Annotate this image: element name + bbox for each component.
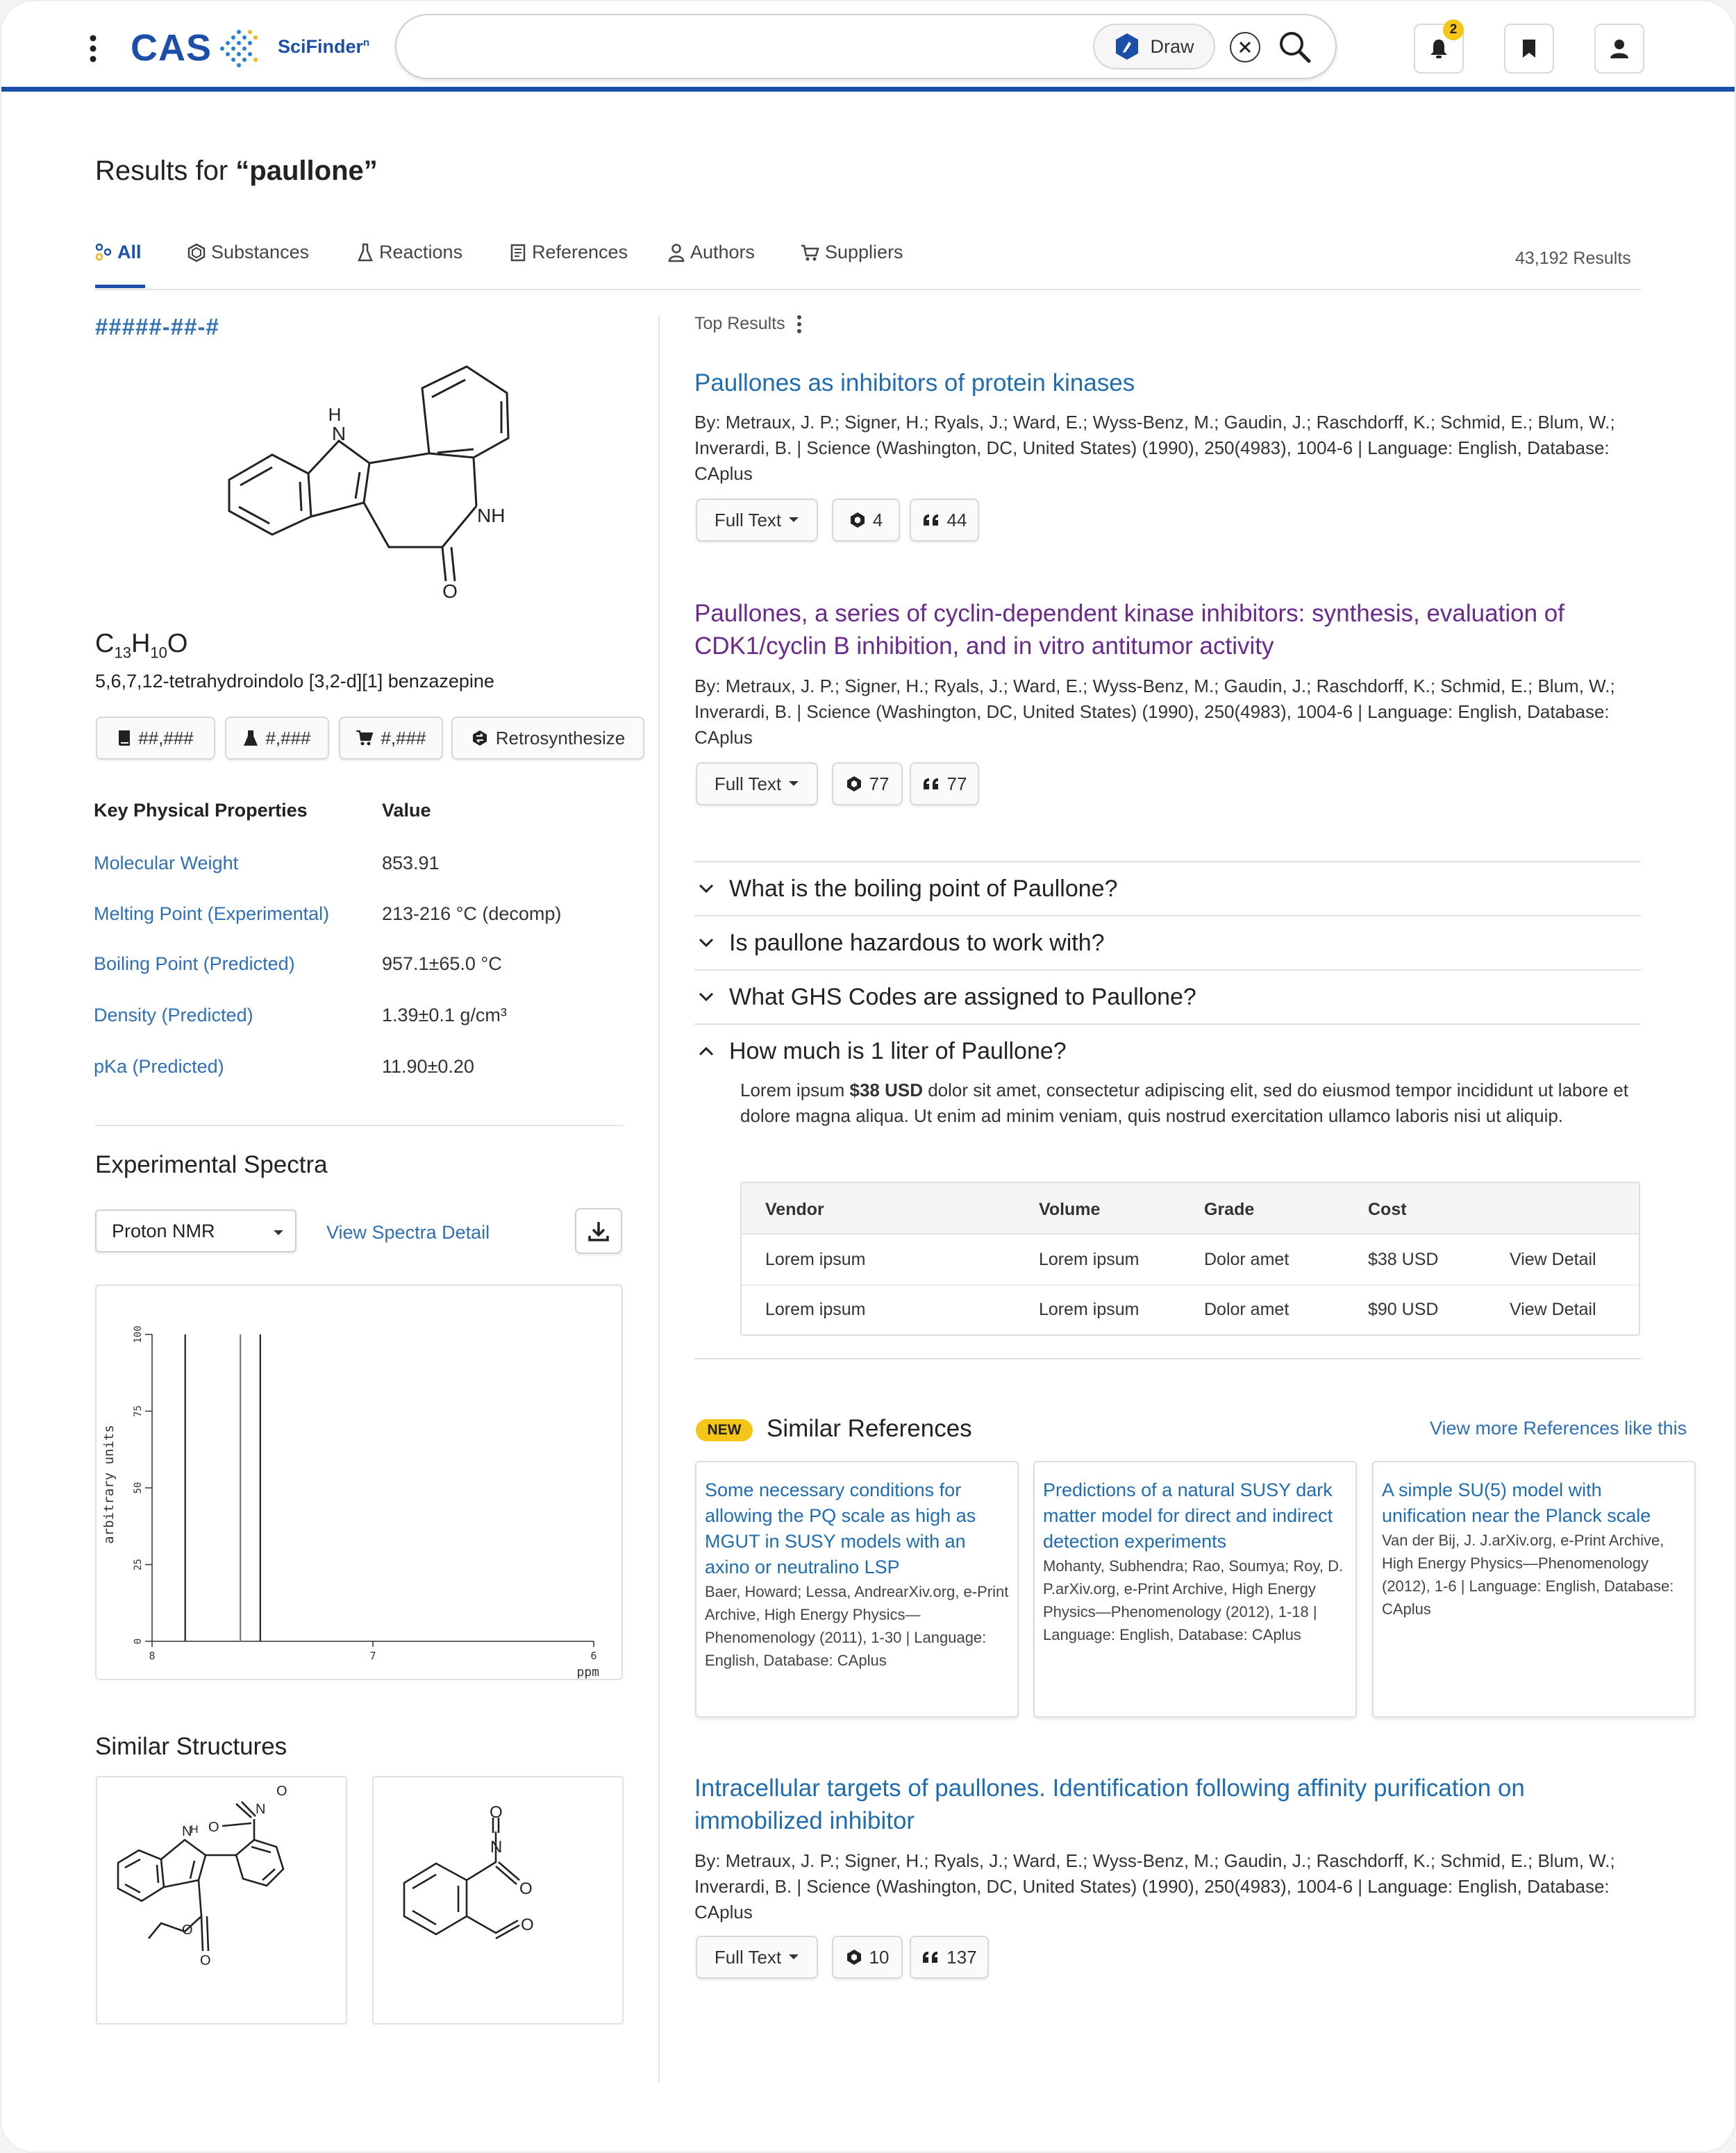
chevron-down-icon: [699, 992, 714, 1002]
x-tick-label: 6: [590, 1650, 597, 1662]
column-header-volume: Volume: [1039, 1200, 1101, 1219]
column-header-vendor: Vendor: [765, 1200, 824, 1219]
atom-label-o: O: [276, 1784, 287, 1799]
product-name: SciFinder$^n$: [278, 36, 370, 57]
reactions-count-button[interactable]: #,###: [225, 717, 329, 760]
table-cell: $38 USD: [1368, 1250, 1439, 1269]
cart-icon: [800, 243, 819, 262]
result-byline: By: Metraux, J. P.; Signer, H.; Ryals, J.; Ward, E.; Wyss-Benz, M.; Gaudin, J.; Raschdorff, K.; Schmid, E.; Blum, W.; Inverardi, B. | Science (Washington, DC, United States) (1990), 250(4983), 1004-6 | Language: English, Database: CAplus: [694, 676, 1615, 748]
view-detail-link[interactable]: View Detail: [1510, 1250, 1596, 1269]
table-cell: Lorem ipsum: [1039, 1300, 1140, 1319]
row-divider: [742, 1284, 1639, 1286]
properties-header-label: Key Physical Properties: [94, 800, 308, 821]
atom-label-n: N: [182, 1824, 192, 1839]
section-divider: [95, 1125, 623, 1126]
atom-label-o: O: [442, 580, 458, 602]
close-icon: [1239, 41, 1251, 53]
kebab-menu-icon[interactable]: [89, 35, 97, 66]
chevron-down-icon: [699, 884, 714, 894]
draw-hexagon-icon: [1114, 32, 1140, 61]
top-app-bar: [1, 1, 1736, 92]
similar-structure-1: [97, 1777, 346, 2023]
substances-count-button[interactable]: 4: [832, 499, 900, 542]
atom-label-h: H: [328, 404, 342, 425]
reference-card-details: Mohanty, Subhendra; Rao, Soumya; Roy, D. P.arXiv.org, e-Print Archive, High Energy Physics—Phenomenology (2012), 1-18 | Language: English, Database: CAplus: [1043, 1557, 1344, 1643]
references-count-button[interactable]: ##,###: [96, 717, 215, 760]
reference-card[interactable]: [695, 1461, 1019, 1718]
faq-item[interactable]: Is paullone hazardous to work with?: [694, 915, 1641, 969]
property-molecular-weight[interactable]: Molecular Weight: [94, 853, 239, 873]
reference-card[interactable]: [1372, 1461, 1696, 1718]
more-options-icon[interactable]: [796, 315, 802, 334]
spectrum-chart-panel: [95, 1284, 623, 1680]
search-input[interactable]: [417, 29, 1105, 64]
x-axis-label: ppm: [576, 1665, 599, 1679]
citations-count-button[interactable]: 77: [910, 762, 979, 805]
draw-label: Draw: [1150, 35, 1194, 57]
bookmarks-button[interactable]: [1504, 24, 1554, 74]
chevron-down-icon: [273, 1230, 284, 1237]
reference-card-details: Van der Bij, J. J.arXiv.org, e-Print Archive, High Energy Physics—Phenomenology (2012), 1-6 | Language: English, Database: CAplus: [1382, 1532, 1674, 1618]
flask-filled-icon: [243, 729, 258, 747]
chevron-down-icon: [699, 938, 714, 948]
property-melting-point[interactable]: Melting Point (Experimental): [94, 903, 330, 924]
tab-all[interactable]: All: [95, 242, 142, 263]
table-cell: Dolor amet: [1204, 1300, 1290, 1319]
cas-logo[interactable]: CAS: [131, 27, 212, 69]
full-text-button[interactable]: Full Text: [696, 499, 818, 542]
person-icon: [668, 243, 685, 262]
column-header-cost: Cost: [1368, 1200, 1407, 1219]
molecular-formula: $C_{13}H_{10}O$: [95, 629, 188, 662]
result-byline: By: Metraux, J. P.; Signer, H.; Ryals, J.; Ward, E.; Wyss-Benz, M.; Gaudin, J.; Raschdorff, K.; Schmid, E.; Blum, W.; Inverardi, B. | Science (Washington, DC, United States) (1990), 250(4983), 1004-6 | Language: English, Database: CAplus: [694, 1850, 1615, 1922]
reference-card-title[interactable]: Some necessary conditions for allowing the PQ scale as high as MGUT in SUSY models with an axino or neutralino LSP: [705, 1480, 976, 1577]
vendor-link[interactable]: Lorem ipsum: [765, 1250, 866, 1269]
substance-icon: [846, 1948, 862, 1966]
quote-icon: [921, 1950, 940, 1964]
new-badge: NEW: [696, 1419, 753, 1441]
retrosynthesis-icon: [471, 729, 489, 747]
search-button[interactable]: [1277, 29, 1313, 69]
full-text-button[interactable]: Full Text: [696, 1936, 818, 1979]
property-pka[interactable]: pKa (Predicted): [94, 1056, 224, 1077]
y-tick-label: 25: [133, 1559, 144, 1570]
table-cell: $90 USD: [1368, 1300, 1439, 1319]
y-tick-label: 100: [133, 1325, 144, 1343]
result-count: 43,192 Results: [1515, 249, 1631, 268]
property-value: 853.91: [382, 853, 440, 873]
document-icon: [510, 243, 526, 262]
result-title[interactable]: Intracellular targets of paullones. Identification following affinity purification on immobilized inhibitor: [694, 1775, 1525, 1834]
view-more-references-link[interactable]: View more References like this: [1430, 1418, 1687, 1439]
tab-suppliers[interactable]: Suppliers: [800, 242, 903, 263]
caret-down-icon: [788, 1954, 799, 1961]
cas-registry-number[interactable]: #####-##-#: [95, 314, 219, 340]
table-cell: Dolor amet: [1204, 1250, 1290, 1269]
notifications-button[interactable]: [1414, 24, 1464, 74]
property-value: 213-216 °C (decomp): [382, 903, 562, 924]
faq-item[interactable]: What is the boiling point of Paullone?: [694, 861, 1641, 915]
table-header-row: [742, 1183, 1639, 1234]
caret-down-icon: [788, 517, 799, 523]
atom-label-h: H: [190, 1824, 199, 1836]
tab-substances[interactable]: Substances: [187, 242, 309, 263]
atom-label-o: O: [521, 1916, 534, 1934]
faq-item[interactable]: What GHS Codes are assigned to Paullone?: [694, 969, 1641, 1023]
bookmark-icon: [1521, 38, 1537, 59]
full-text-button[interactable]: Full Text: [696, 762, 818, 805]
x-tick-label: 7: [369, 1650, 376, 1662]
top-results-label: Top Results: [694, 314, 802, 334]
reference-card[interactable]: [1033, 1461, 1357, 1718]
search-icon: [1277, 29, 1313, 65]
atom-label-n: N: [331, 423, 347, 444]
column-header-grade: Grade: [1204, 1200, 1255, 1219]
account-button[interactable]: [1594, 24, 1644, 74]
substance-hexagon-icon: [187, 243, 206, 262]
table-cell: Lorem ipsum: [1039, 1250, 1140, 1269]
page-title: Results for “paullone”: [95, 156, 378, 186]
atom-label-n: N: [256, 1802, 266, 1817]
reference-card-title[interactable]: Predictions of a natural SUSY dark matter model for direct and indirect detection experiments: [1043, 1480, 1333, 1552]
atom-label-o: O: [519, 1879, 533, 1898]
y-tick-label: 75: [133, 1405, 144, 1417]
spectra-heading: Experimental Spectra: [95, 1151, 328, 1178]
substances-count-button[interactable]: 10: [832, 1936, 903, 1979]
property-boiling-point[interactable]: Boiling Point (Predicted): [94, 953, 295, 974]
cas-logo-mark-icon: [217, 28, 260, 73]
cart-filled-icon: [356, 729, 374, 747]
pricing-table: [740, 1182, 1640, 1336]
quote-icon: [922, 513, 940, 527]
caret-down-icon: [788, 780, 799, 787]
faq-item-expanded[interactable]: How much is 1 liter of Paullone?: [694, 1023, 1641, 1078]
active-tab-indicator: [95, 285, 145, 288]
reference-card-details: Baer, Howard; Lessa, AndrearXiv.org, e-Print Archive, High Energy Physics—Phenomenology (2011), 1-30 | Language: English, Database: CAplus: [705, 1583, 1009, 1669]
retrosynthesize-button[interactable]: Retrosynthesize: [451, 717, 644, 760]
column-divider: [658, 315, 660, 2082]
y-axis-label: arbitrary units: [101, 1425, 117, 1544]
similar-structure-card[interactable]: [372, 1776, 624, 2025]
similar-structure-card[interactable]: [96, 1776, 347, 2025]
atom-label-o: O: [490, 1803, 503, 1822]
download-spectra-button[interactable]: [575, 1208, 622, 1254]
reference-card-title[interactable]: A simple SU(5) model with unification near the Planck scale: [1382, 1480, 1651, 1526]
y-tick-label: 50: [133, 1482, 144, 1494]
x-tick-label: 8: [149, 1650, 156, 1662]
chevron-up-icon: [699, 1046, 714, 1056]
result-byline: By: Metraux, J. P.; Signer, H.; Ryals, J.; Ward, E.; Wyss-Benz, M.; Gaudin, J.; Raschdorff, K.; Schmid, E.; Blum, W.; Inverardi, B. | Science (Washington, DC, United States) (1990), 250(4983), 1004-6 | Language: English, Database: CAplus: [694, 412, 1615, 484]
property-value: 11.90±0.20: [382, 1056, 474, 1077]
notification-badge: 2: [1443, 19, 1464, 40]
y-tick-label: 0: [133, 1638, 144, 1645]
suppliers-count-button[interactable]: #,###: [339, 717, 443, 760]
quote-icon: [922, 777, 940, 791]
spectra-type-select[interactable]: Proton NMR: [95, 1209, 297, 1253]
similar-structures-heading: Similar Structures: [95, 1733, 287, 1760]
view-spectra-detail-link[interactable]: View Spectra Detail: [326, 1222, 490, 1243]
draw-button[interactable]: [1093, 24, 1215, 69]
substance-icon: [846, 775, 862, 793]
property-value: 1.39±0.1 g/cm³: [382, 1005, 507, 1025]
tab-references[interactable]: References: [510, 242, 628, 263]
substance-icon: [849, 511, 866, 529]
user-icon: [1610, 38, 1629, 59]
citations-count-button[interactable]: 137: [910, 1936, 989, 1979]
clear-search-button[interactable]: [1230, 32, 1260, 62]
atom-label-o: O: [182, 1922, 193, 1938]
paullone-structure[interactable]: [217, 362, 522, 609]
substance-name: 5,6,7,12-tetrahydroindolo [3,2-d][1] benzazepine: [95, 671, 494, 692]
atom-label-nh: NH: [477, 505, 506, 526]
result-title[interactable]: Paullones as inhibitors of protein kinases: [694, 369, 1135, 396]
result-title-visited[interactable]: Paullones, a series of cyclin-dependent kinase inhibitors: synthesis, evaluation of CDK1/cyclin B inhibition, and in vitro antitumor activity: [694, 600, 1564, 660]
tab-reactions[interactable]: Reactions: [357, 242, 462, 263]
substances-count-button[interactable]: 77: [832, 762, 903, 805]
faq-answer: Lorem ipsum $38 USD dolor sit amet, consectetur adipiscing elit, sed do eiusmod tempor incididunt ut labore et dolore magna aliqua. Ut enim ad minim veniam, quis nostrud exercitation ullamco laboris nisi ut aliquip.: [740, 1080, 1628, 1126]
tabs-divider: [95, 289, 1641, 290]
view-detail-link[interactable]: View Detail: [1510, 1300, 1596, 1319]
atom-label-n: N: [490, 1838, 503, 1857]
all-results-icon: [95, 243, 112, 262]
property-value: 957.1±65.0 °C: [382, 953, 502, 974]
section-divider: [694, 1358, 1641, 1359]
download-icon: [587, 1219, 610, 1243]
book-icon: [117, 729, 131, 747]
tab-authors[interactable]: Authors: [668, 242, 755, 263]
citations-count-button[interactable]: 44: [910, 499, 979, 542]
vendor-link[interactable]: Lorem ipsum: [765, 1300, 866, 1319]
properties-header-value: Value: [382, 800, 431, 821]
atom-label-o: O: [208, 1820, 219, 1835]
similar-references-heading: Similar References: [767, 1415, 972, 1442]
search-bar[interactable]: [395, 14, 1337, 79]
similar-structure-2: [374, 1777, 622, 2023]
atom-label-o: O: [200, 1953, 211, 1968]
nmr-spectrum-chart[interactable]: [97, 1286, 621, 1679]
flask-icon: [357, 243, 374, 262]
bell-icon: [1429, 37, 1449, 60]
property-density[interactable]: Density (Predicted): [94, 1005, 253, 1025]
